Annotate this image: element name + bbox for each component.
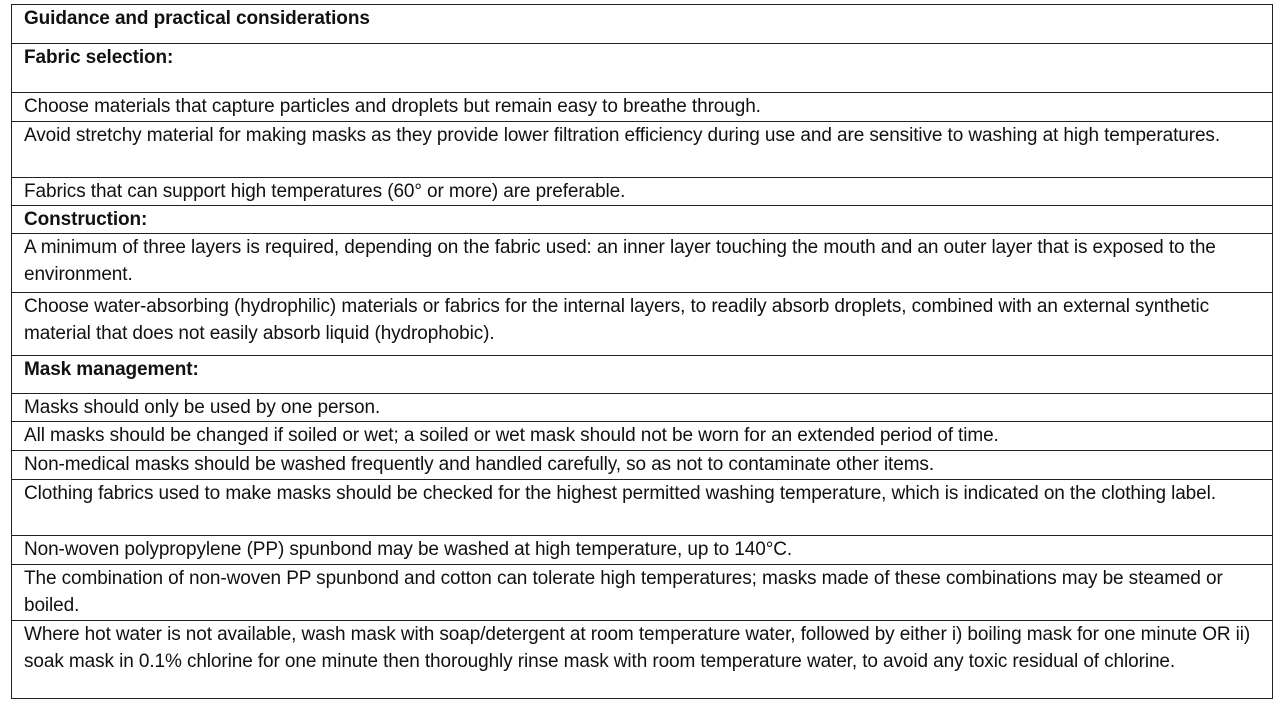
- table-row: Avoid stretchy material for making masks as they provide lower filtration efficiency during use and are sensitive to washing at high temperatures.: [12, 121, 1272, 177]
- section-heading-construction: Construction:: [12, 205, 1272, 233]
- table-title: Guidance and practical considerations: [24, 8, 370, 29]
- table-row: Fabrics that can support high temperatures (60° or more) are preferable.: [12, 177, 1272, 205]
- table-row: The combination of non-woven PP spunbond and cotton can tolerate high temperatures; masks made of these combinations may be steamed or boiled.: [12, 564, 1272, 620]
- table-row: Clothing fabrics used to make masks should be checked for the highest permitted washing temperature, which is indicated on the clothing label.: [12, 479, 1272, 535]
- table-row: Masks should only be used by one person.: [12, 393, 1272, 421]
- guidance-table: [11, 4, 1273, 699]
- table-row: A minimum of three layers is required, depending on the fabric used: an inner layer touching the mouth and an outer layer that is exposed to the environment.: [12, 233, 1272, 292]
- table-row: Non-medical masks should be washed frequently and handled carefully, so as not to contaminate other items.: [12, 450, 1272, 479]
- table-row: Choose water-absorbing (hydrophilic) materials or fabrics for the internal layers, to readily absorb droplets, combined with an external synthetic material that does not easily absorb liquid (hydrophobic).: [12, 292, 1272, 355]
- table-row: Choose materials that capture particles and droplets but remain easy to breathe through.: [12, 92, 1272, 121]
- table-row: Where hot water is not available, wash mask with soap/detergent at room temperature water, followed by either i) boiling mask for one minute OR ii) soak mask in 0.1% chlorine for one minute then thoroughly rinse mask with room temperature water, to avoid any toxic residual of chlorine.: [12, 620, 1272, 698]
- section-heading-fabric-selection: Fabric selection:: [12, 43, 1272, 92]
- table-row: All masks should be changed if soiled or wet; a soiled or wet mask should not be worn for an extended period of time.: [12, 421, 1272, 450]
- section-heading-mask-management: Mask management:: [12, 355, 1272, 393]
- table-row: Non-woven polypropylene (PP) spunbond may be washed at high temperature, up to 140°C.: [12, 535, 1272, 564]
